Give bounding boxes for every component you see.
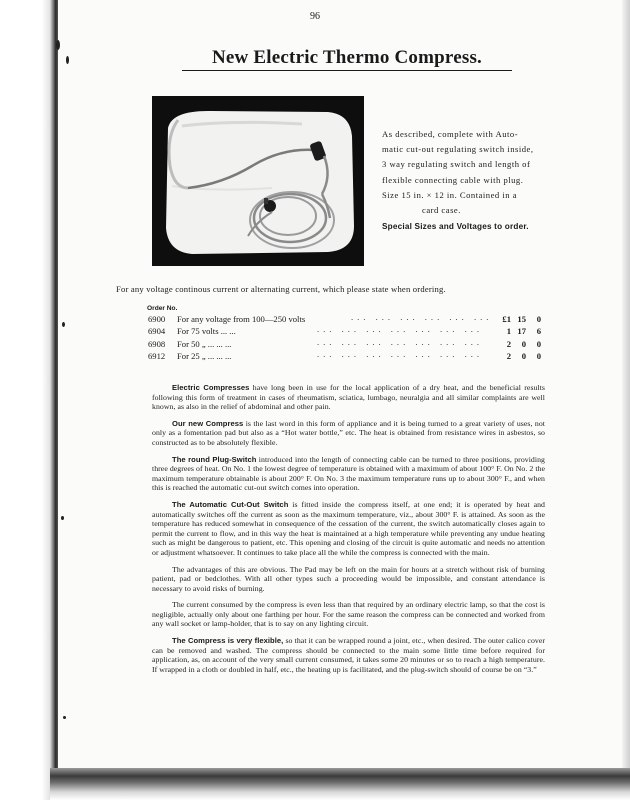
description-line: flexible connecting cable with plug.: [382, 174, 524, 185]
voltage-note: For any voltage continous current or alternating current, which please state when ordering.: [116, 284, 446, 294]
price-pence: 0: [536, 314, 541, 324]
paragraph-text: is the last word in this form of appliance and it is being turned to a great variety of uses, not only as a fomentation pad but also as a “Hot water bottle,” etc. The heat is obtained from resistance wires in asbestos, so constructed as to be absolutely flexible.: [152, 418, 545, 447]
price-pence: 0: [536, 351, 541, 361]
price-shillings: 0: [521, 351, 526, 361]
order-row: [145, 351, 545, 363]
description-line: card case.: [422, 205, 461, 216]
scan-right-edge: [622, 0, 630, 800]
page-title: New Electric Thermo Compress.: [182, 47, 512, 71]
paragraph: [152, 455, 545, 493]
paragraph-text: so that it can be wrapped round a joint, etc., when desired. The outer calico cover can be removed and washed. The compress should be connected to the main some little time before required for application, as, on account of the very small current consumed, it takes some 20 minutes or so to reach a high temperature. If wrapped in a cloth or doubled in half, etc., the heating up is facilitated, and the plug-switch should of course be on “3.”: [152, 636, 545, 674]
scan-left-edge: [0, 0, 58, 800]
order-number: 6912: [148, 351, 166, 361]
paragraph: [152, 600, 545, 629]
order-number: 6900: [148, 314, 166, 324]
order-number: 6908: [148, 339, 166, 349]
price-pounds: 2: [506, 351, 511, 361]
leader-dots: ... ... ... ... ... ... ...: [317, 324, 484, 334]
paragraph-text: The current consumed by the compress is even less than that required by an ordinary electric lamp, so that the cost is negligible, actually only about one farthing per hour. For the same reason the compress can be connected and worked from any wall socket or lamp-holder, that is to say on any lighting circuit.: [152, 600, 545, 629]
paragraph: [152, 419, 545, 448]
price-pounds: £1: [502, 314, 511, 324]
paragraph: [152, 383, 545, 412]
paragraph-lead: The round Plug-Switch: [172, 454, 257, 464]
leader-dots: ... ... ... ... ... ... ...: [317, 349, 484, 359]
body-text: [152, 383, 545, 681]
price-pence: 6: [536, 326, 541, 336]
product-photo: [152, 96, 364, 266]
paragraph-lead: Our new Compress: [172, 418, 244, 428]
product-description: [382, 127, 548, 234]
description-line: matic cut-out regulating switch inside,: [382, 144, 534, 155]
description-line: Size 15 in. × 12 in. Contained in a: [382, 189, 518, 200]
paragraph: [152, 636, 545, 674]
description-line: 3 way regulating switch and length of: [382, 159, 531, 170]
paragraph-lead: Electric Compresses: [172, 383, 250, 392]
leader-dots: ... ... ... ... ... ... ...: [317, 337, 484, 347]
compress-illustration: [152, 96, 364, 266]
price-shillings: 17: [517, 326, 526, 336]
scan-speck: [66, 56, 69, 64]
price-pence: 0: [536, 339, 541, 349]
paragraph-text: introduced into the length of connecting cable can be turned to three positions, providing three degrees of heat. On No. 1 the lowest degree of temperature is obtained with a maximum of about 100° F. On No. 2 the maximum temperature obtainable is about 200° F. On No. 3 the maximum temperature runs up to about 300° F., and when this is reached the automatic cut-out switch comes into operation.: [152, 454, 545, 493]
scan-speck: [62, 322, 65, 327]
order-number: 6904: [148, 326, 166, 336]
price-shillings: 15: [517, 314, 526, 324]
leader-dots: ... ... ... ... ... ...: [351, 312, 493, 322]
paragraph: [152, 500, 545, 558]
paragraph: [152, 565, 545, 594]
scan-bottom-edge: [50, 768, 630, 800]
order-description: For any voltage from 100—250 volts: [177, 314, 306, 324]
page-number: 96: [310, 11, 320, 22]
paragraph-text: The advantages of this are obvious. The Pad may be left on the main for hours at a stretch without risk of burning patient, pad or bedclothes. With all other types such a proceeding would be impossible, and constant attendance is necessary to avoid risks of burning.: [152, 564, 545, 593]
special-sizes-note: Special Sizes and Voltages to order.: [382, 222, 529, 232]
description-line: As described, complete with Auto-: [382, 129, 519, 139]
paragraph-text: have long been in use for the local application of a dry heat, and the beneficial results following this form of treatment in cases of rheumatism, sciatica, lumbago, neuralgia and all similar complaints are well known, as also in the relief of abdominal and other pain.: [152, 383, 545, 412]
order-description: For 50 „ ... ... ...: [177, 339, 232, 349]
scan-speck: [63, 716, 66, 719]
scan-speck: [56, 40, 60, 50]
paragraph-text: is fitted inside the compress itself, at one end; it is operated by heat and automatically switches off the current as soon as the maximum temperature, viz., about 300° F. is attained. As soon as the temperature has reduced somewhat in consequence of the cessation of the current, the switch automatically closes again to permit the current to flow, and in this way the heat is maintained at a high temperature while preventing any undue heating such as might be dangerous to patient, etc. This opening and closing of the circuit is quite automatic and needs no attention or adjustment whatsoever. It continues to take place all the while the compress is connected with the main.: [152, 499, 545, 557]
scan-speck: [61, 516, 64, 520]
order-description: For 75 volts ... ...: [177, 326, 236, 336]
order-description: For 25 „ ... ... ...: [177, 351, 232, 361]
paragraph-lead: The Automatic Cut-Out Switch: [172, 499, 289, 509]
order-number-header: Order No.: [147, 305, 178, 312]
price-shillings: 0: [521, 339, 526, 349]
price-pounds: 2: [506, 339, 511, 349]
price-pounds: 1: [506, 326, 511, 336]
paragraph-lead: The Compress is very flexible,: [172, 636, 284, 646]
